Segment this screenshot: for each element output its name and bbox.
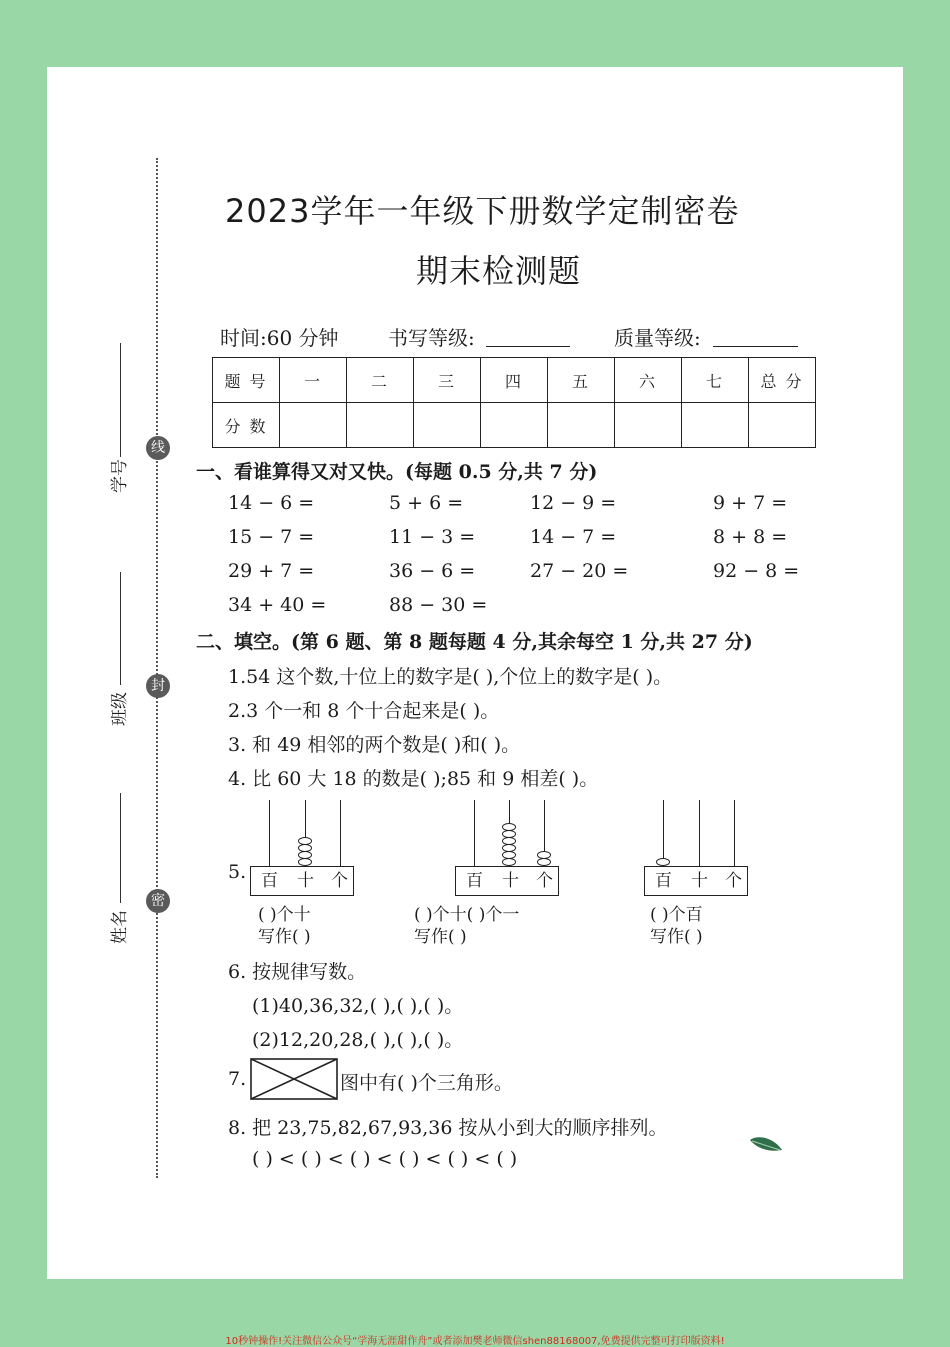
abacus-rod bbox=[269, 800, 270, 866]
abacus-place-ones: 个 bbox=[331, 871, 348, 891]
section2-heading: 二、填空。(第 6 题、第 8 题每题 4 分,其余每空 1 分,共 27 分) bbox=[196, 631, 753, 653]
abacus-place-hundreds: 百 bbox=[261, 871, 278, 891]
abacus-rod bbox=[699, 800, 700, 866]
abacus-place-ones: 个 bbox=[536, 871, 553, 891]
abacus-bead bbox=[537, 858, 551, 866]
time-label: 时间:60 分钟 bbox=[220, 326, 339, 350]
quality-grade-blank[interactable] bbox=[713, 346, 798, 347]
arith-problem: 8 + 8 = bbox=[713, 526, 788, 548]
abacus-rod bbox=[734, 800, 735, 866]
table-cell: 题 号 bbox=[213, 358, 280, 403]
section1-heading: 一、看谁算得又对又快。(每题 0.5 分,共 7 分) bbox=[196, 461, 598, 483]
question-6-part-1: (1)40,36,32,( ),( ),( )。 bbox=[252, 995, 464, 1017]
score-input-cell[interactable] bbox=[481, 403, 548, 448]
question-3: 3. 和 49 相邻的两个数是( )和( )。 bbox=[228, 734, 521, 756]
table-cell: 总 分 bbox=[749, 358, 816, 403]
abacus-bead bbox=[537, 851, 551, 859]
abacus-frame bbox=[644, 866, 748, 896]
score-table-header-row bbox=[213, 358, 816, 403]
arith-problem: 11 − 3 = bbox=[389, 526, 476, 548]
name-label: 姓名 bbox=[110, 910, 130, 944]
arith-problem: 12 − 9 = bbox=[530, 492, 617, 514]
arith-problem: 14 − 6 = bbox=[228, 492, 315, 514]
question-5-number: 5. bbox=[228, 861, 247, 883]
score-input-cell[interactable] bbox=[548, 403, 615, 448]
footer-notice: 10秒钟操作!关注微信公众号“学海无涯甜作舟”或者添加樊老师微信shen88168007,免费提供完整可打印版资料! bbox=[225, 1336, 725, 1347]
quality-grade-label: 质量等级: bbox=[614, 326, 701, 350]
page-subtitle: 期末检测题 bbox=[416, 252, 582, 290]
abacus-place-tens: 十 bbox=[502, 871, 519, 891]
abacus-bead bbox=[502, 830, 516, 838]
arith-problem: 5 + 6 = bbox=[389, 492, 464, 514]
seal-seal-mark: 封 bbox=[146, 674, 170, 698]
table-cell: 分 数 bbox=[213, 403, 280, 448]
table-cell: 三 bbox=[414, 358, 481, 403]
question-7-text: 图中有( )个三角形。 bbox=[340, 1072, 513, 1094]
page-title: 2023学年一年级下册数学定制密卷 bbox=[225, 192, 740, 230]
abacus-1-answer-line-2: 写作( ) bbox=[258, 927, 311, 947]
table-cell: 七 bbox=[682, 358, 749, 403]
writing-grade-blank[interactable] bbox=[486, 346, 570, 347]
question-1: 1.54 这个数,十位上的数字是( ),个位上的数字是( )。 bbox=[228, 666, 673, 688]
abacus-2-answer-line-1: ( )个十( )个一 bbox=[414, 905, 520, 925]
question-8: 8. 把 23,75,82,67,93,36 按从小到大的顺序排列。 bbox=[228, 1117, 668, 1139]
writing-grade-label: 书写等级: bbox=[388, 326, 475, 350]
abacus-bead bbox=[502, 837, 516, 845]
binding-dotted-line bbox=[156, 158, 158, 1178]
seal-secret-mark: 密 bbox=[146, 889, 170, 913]
table-cell: 五 bbox=[548, 358, 615, 403]
table-cell: 四 bbox=[481, 358, 548, 403]
abacus-place-hundreds: 百 bbox=[466, 871, 483, 891]
score-input-cell[interactable] bbox=[749, 403, 816, 448]
abacus-rod bbox=[474, 800, 475, 866]
seal-line-mark: 线 bbox=[146, 436, 170, 460]
abacus-bead bbox=[298, 844, 312, 852]
table-cell: 六 bbox=[615, 358, 682, 403]
abacus-bead bbox=[502, 851, 516, 859]
score-input-cell[interactable] bbox=[280, 403, 347, 448]
table-cell: 二 bbox=[347, 358, 414, 403]
student-id-blank[interactable] bbox=[120, 343, 121, 457]
score-input-cell[interactable] bbox=[682, 403, 749, 448]
name-blank[interactable] bbox=[120, 793, 121, 903]
triangle-figure bbox=[250, 1058, 340, 1102]
arith-problem: 15 − 7 = bbox=[228, 526, 315, 548]
abacus-bead bbox=[298, 837, 312, 845]
abacus-place-ones: 个 bbox=[725, 871, 742, 891]
question-7-number: 7. bbox=[228, 1068, 247, 1090]
abacus-place-tens: 十 bbox=[691, 871, 708, 891]
abacus-3-answer-line-1: ( )个百 bbox=[650, 905, 703, 925]
score-input-cell[interactable] bbox=[347, 403, 414, 448]
arith-problem: 36 − 6 = bbox=[389, 560, 476, 582]
table-cell: 一 bbox=[280, 358, 347, 403]
arith-problem: 14 − 7 = bbox=[530, 526, 617, 548]
abacus-bead bbox=[502, 858, 516, 866]
abacus-3-answer-line-2: 写作( ) bbox=[650, 927, 703, 947]
class-blank[interactable] bbox=[120, 572, 121, 685]
abacus-rod bbox=[340, 800, 341, 866]
class-label: 班级 bbox=[110, 692, 130, 726]
question-6: 6. 按规律写数。 bbox=[228, 961, 367, 983]
question-4: 4. 比 60 大 18 的数是( );85 和 9 相差( )。 bbox=[228, 768, 599, 790]
score-table-score-row bbox=[213, 403, 816, 448]
arith-problem: 29 + 7 = bbox=[228, 560, 315, 582]
score-input-cell[interactable] bbox=[414, 403, 481, 448]
abacus-frame bbox=[455, 866, 559, 896]
question-8-blanks: ( ) < ( ) < ( ) < ( ) < ( ) < ( ) bbox=[252, 1148, 518, 1170]
abacus-bead bbox=[298, 851, 312, 859]
leaf-icon bbox=[748, 1134, 784, 1156]
arith-problem: 88 − 30 = bbox=[389, 594, 488, 616]
score-table bbox=[212, 357, 816, 448]
abacus-bead bbox=[502, 844, 516, 852]
abacus-1-answer-line-1: ( )个十 bbox=[258, 905, 311, 925]
student-id-label: 学号 bbox=[110, 459, 130, 493]
arith-problem: 9 + 7 = bbox=[713, 492, 788, 514]
score-input-cell[interactable] bbox=[615, 403, 682, 448]
arith-problem: 34 + 40 = bbox=[228, 594, 327, 616]
abacus-bead bbox=[502, 823, 516, 831]
abacus-bead bbox=[656, 858, 670, 866]
question-6-part-2: (2)12,20,28,( ),( ),( )。 bbox=[252, 1029, 464, 1051]
arith-problem: 92 − 8 = bbox=[713, 560, 800, 582]
abacus-2-answer-line-2: 写作( ) bbox=[414, 927, 467, 947]
abacus-bead bbox=[298, 858, 312, 866]
abacus-place-hundreds: 百 bbox=[655, 871, 672, 891]
abacus-rod bbox=[663, 800, 664, 866]
arith-problem: 27 − 20 = bbox=[530, 560, 629, 582]
abacus-place-tens: 十 bbox=[297, 871, 314, 891]
question-2: 2.3 个一和 8 个十合起来是( )。 bbox=[228, 700, 500, 722]
abacus-frame bbox=[250, 866, 354, 896]
